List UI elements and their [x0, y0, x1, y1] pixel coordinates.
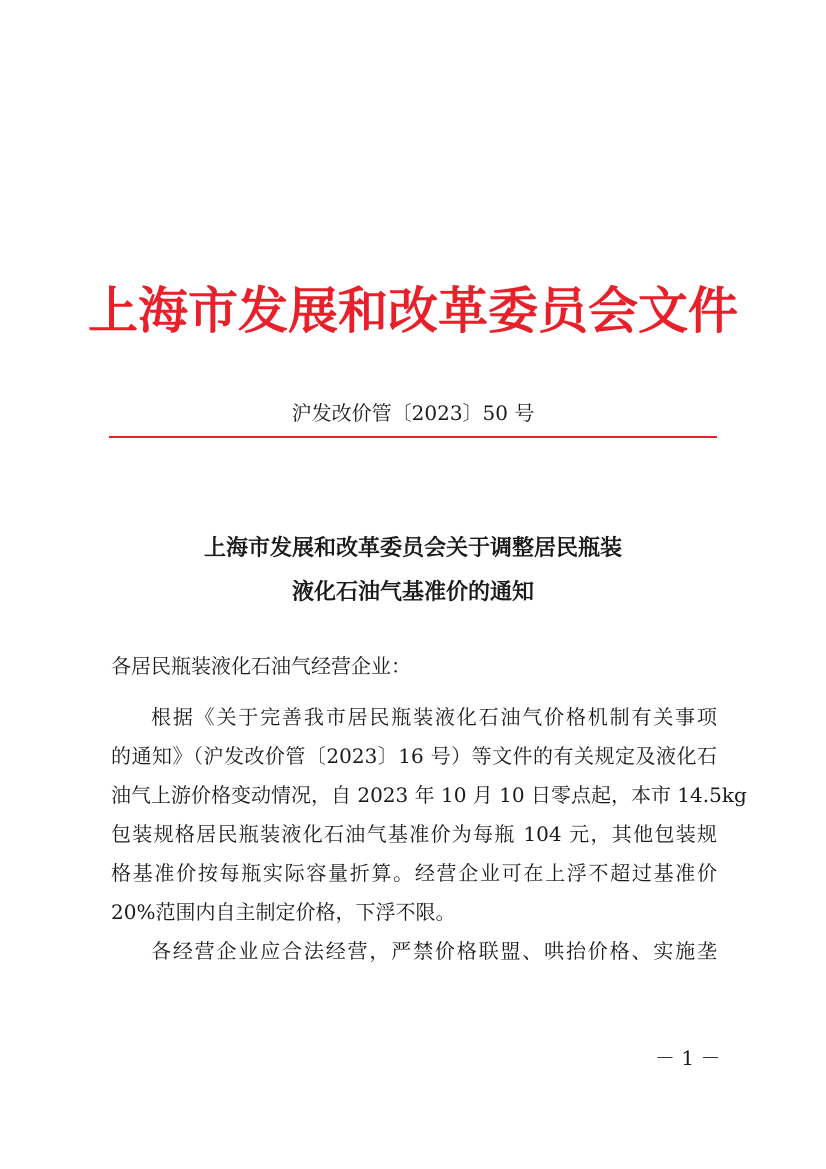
- paragraph-line: 各经营企业应合法经营，严禁价格联盟、哄抬价格、实施垄: [151, 939, 717, 963]
- page-number: － 1 －: [655, 1046, 721, 1070]
- addressee: 各居民瓶装液化石油气经营企业：: [111, 654, 411, 678]
- document-title-line-1: 上海市发展和改革委员会关于调整居民瓶装: [203, 535, 622, 561]
- paragraph-line: 20%范围内自主制定价格，下浮不限。: [111, 900, 456, 924]
- paragraph-line: 根据《关于完善我市居民瓶装液化石油气价格机制有关事项: [151, 705, 717, 729]
- body-paragraph-2: [111, 932, 717, 971]
- masthead-title: 上海市发展和改革委员会文件: [88, 281, 738, 340]
- document-title: [0, 526, 826, 614]
- paragraph-line: 的通知》（沪发改价管〔2023〕16 号）等文件的有关规定及液化石: [111, 744, 717, 768]
- document-number: 沪发改价管〔2023〕50 号: [291, 401, 535, 425]
- paragraph-line: 包装规格居民瓶装液化石油气基准价为每瓶 104 元，其他包装规: [111, 822, 717, 846]
- paragraph-line: 格基准价按每瓶实际容量折算。经营企业可在上浮不超过基准价: [111, 861, 717, 885]
- body-paragraph-1: [111, 698, 747, 932]
- red-divider-line: [109, 436, 717, 438]
- paragraph-line: 油气上游价格变动情况，自 2023 年 10 月 10 日零点起，本市 14.5kg: [111, 783, 747, 807]
- document-title-line-2: 液化石油气基准价的通知: [291, 579, 534, 605]
